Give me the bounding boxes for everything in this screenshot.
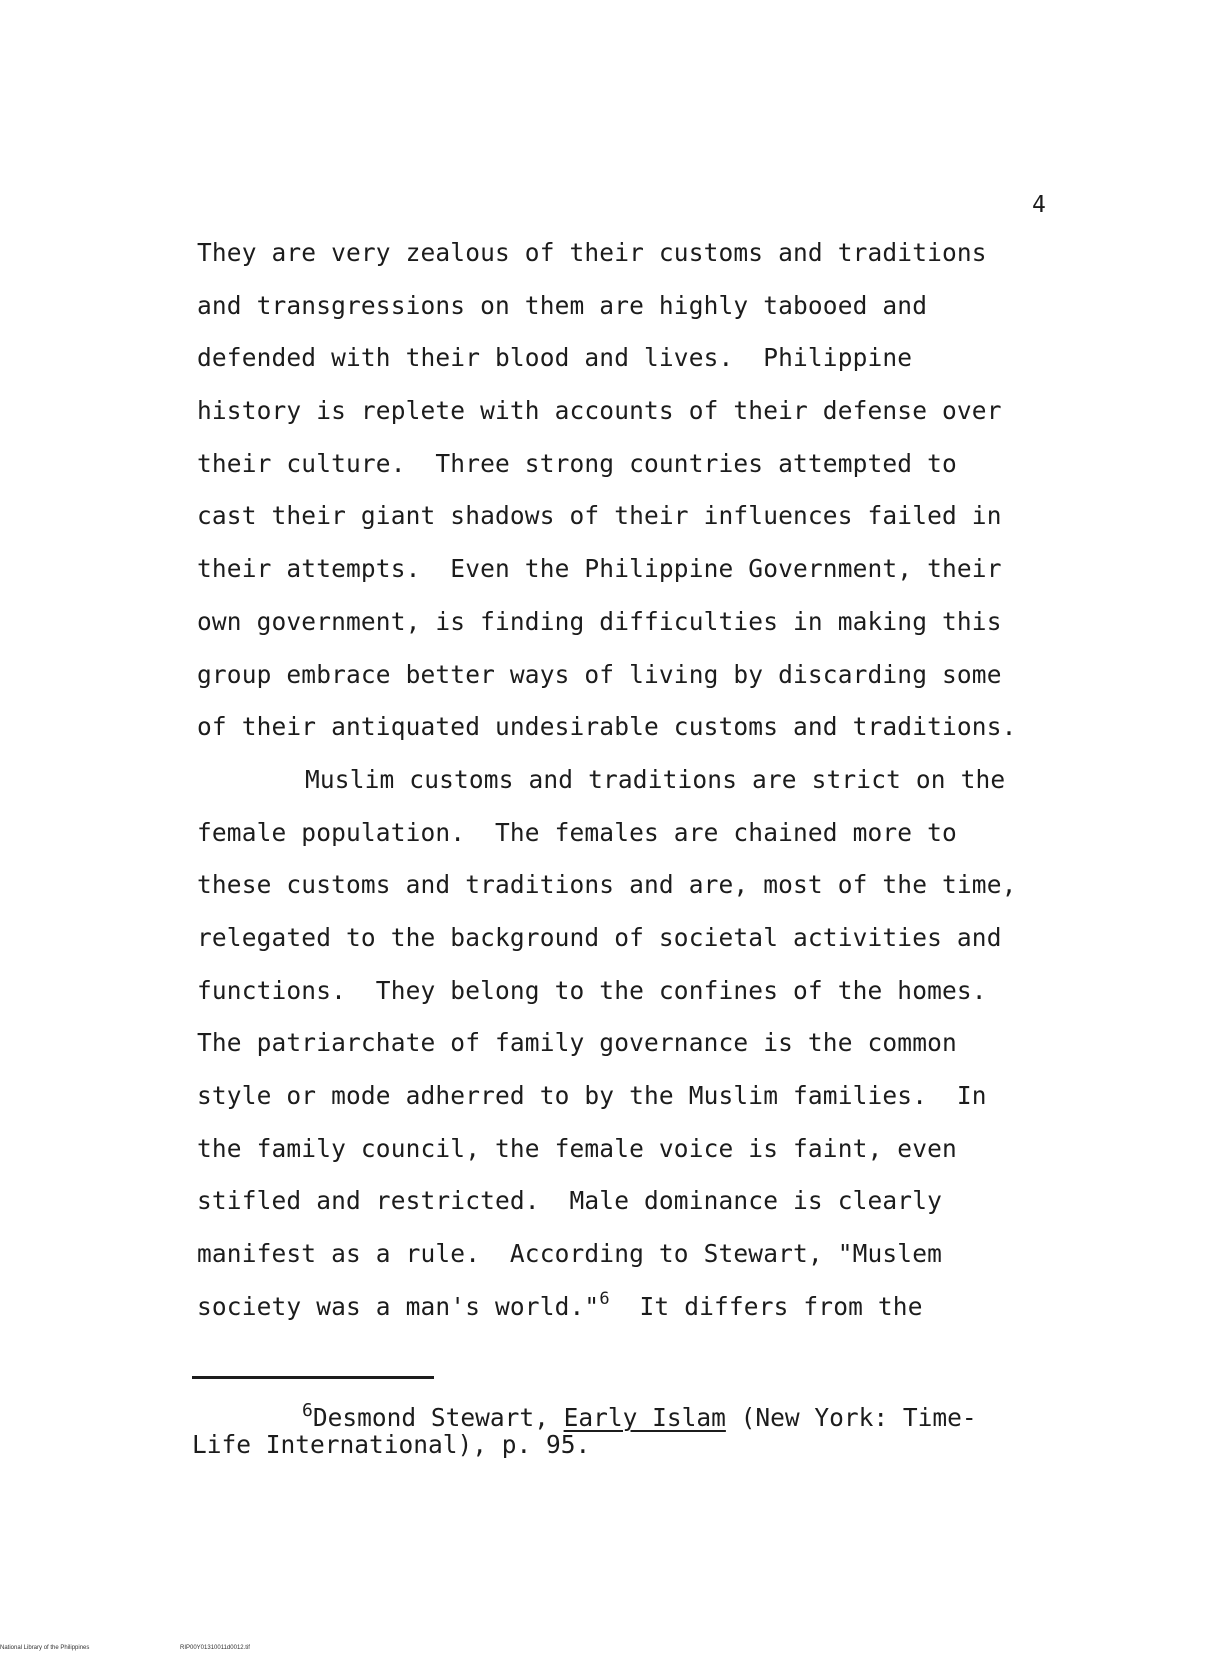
text-line: functions. They belong to the confines of the homes.	[197, 975, 987, 1005]
text-line: and transgressions on them are highly tabooed and	[197, 290, 928, 320]
footnote-line: Life International), p. 95.	[192, 1430, 591, 1459]
footer-filename: RIP00Y01310011d0012.tif	[180, 1645, 250, 1651]
page-number: 4	[1032, 192, 1046, 218]
text-line: defended with their blood and lives. Philippine	[197, 343, 913, 373]
text-line: female population. The females are chained more to	[197, 817, 957, 847]
text-line: manifest as a rule. According to Stewart, "Muslem	[197, 1239, 943, 1269]
body-text	[197, 238, 1097, 1344]
text-line: of their antiquated undesirable customs and traditions.	[197, 712, 1017, 742]
text-segment: society was a man's world."	[197, 1291, 600, 1321]
text-line: style or mode adherred to by the Muslim families. In	[197, 1081, 987, 1110]
text-line: these customs and traditions and are, most of the time,	[197, 870, 1017, 900]
footer-source: National Library of the Philippines	[0, 1645, 90, 1651]
text-line-last	[197, 1288, 1097, 1345]
text-line: their attempts. Even the Philippine Government, their	[197, 554, 1002, 584]
text-line: their culture. Three strong countries attempted to	[197, 448, 957, 478]
text-line: They are very zealous of their customs and traditions	[197, 238, 987, 267]
text-line: The patriarchate of family governance is the common	[197, 1028, 957, 1058]
text-segment: It differs from the	[609, 1291, 923, 1321]
text-line: stifled and restricted. Male dominance is clearly	[197, 1186, 943, 1216]
footnote	[192, 1400, 1092, 1459]
text-line: group embrace better ways of living by discarding some	[197, 659, 1002, 689]
footnote-reference[interactable]: 6	[599, 1288, 610, 1309]
footnote-title: Early Islam	[563, 1403, 726, 1432]
text-line: cast their giant shadows of their influences failed in	[197, 501, 1002, 531]
text-line: relegated to the background of societal activities and	[197, 922, 1002, 952]
footnote-marker: 6	[302, 1400, 313, 1421]
text-line: history is replete with accounts of their defense over	[197, 396, 1002, 426]
footnote-author: Desmond Stewart,	[312, 1403, 564, 1432]
text-line: own government, is finding difficulties in making this	[197, 606, 1002, 636]
footnote-divider	[192, 1376, 434, 1379]
text-line: the family council, the female voice is faint, even	[197, 1133, 957, 1163]
footnote-publication: (New York: Time-	[725, 1403, 977, 1432]
footnote-line	[192, 1400, 1092, 1432]
text-line: Muslim customs and traditions are strict on the	[305, 764, 1006, 794]
